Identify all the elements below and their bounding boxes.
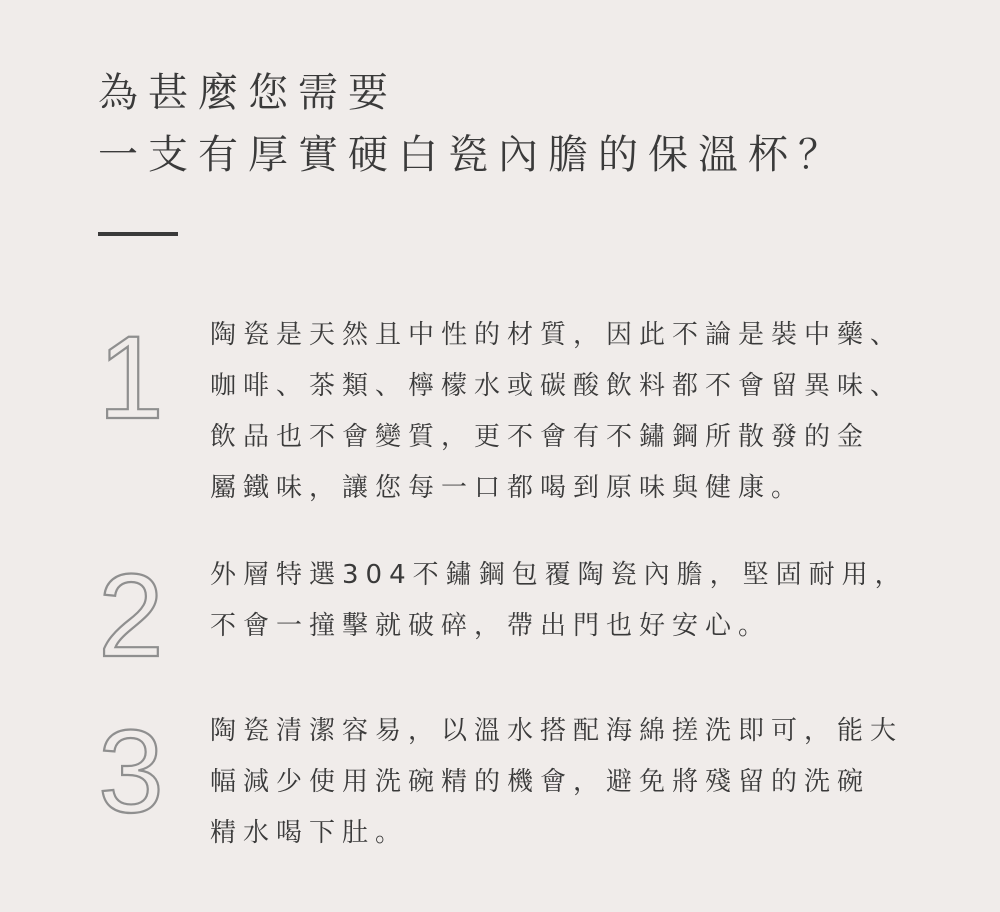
item-2-line-2: 不會一撞擊就破碎，帶出門也好安心。 xyxy=(210,611,772,641)
item-3-line-2: 幅減少使用洗碗精的機會，避免將殘留的洗碗 xyxy=(210,767,871,797)
item-1-line-2: 咖啡、茶類、檸檬水或碳酸飲料都不會留異味、 xyxy=(210,371,904,401)
heading-line-1: 為甚麼您需要 xyxy=(98,70,398,116)
heading xyxy=(98,62,958,186)
item-3-line-3: 精水喝下肚。 xyxy=(210,818,409,848)
item-3-line-1: 陶瓷清潔容易，以溫水搭配海綿搓洗即可，能大 xyxy=(210,716,904,746)
numeral-2-text: 2 xyxy=(98,556,164,666)
numeral-3-text: 3 xyxy=(98,712,164,822)
heading-line-2: 一支有厚實硬白瓷內膽的保溫杯？ xyxy=(98,132,848,178)
numeral-1 xyxy=(96,318,166,428)
item-3-text xyxy=(210,706,910,859)
numeral-2 xyxy=(96,556,166,666)
item-1-line-4: 屬鐵味，讓您每一口都喝到原味與健康。 xyxy=(210,473,805,503)
item-1-line-3: 飲品也不會變質，更不會有不鏽鋼所散發的金 xyxy=(210,422,871,452)
item-2-text xyxy=(210,550,910,652)
numeral-3 xyxy=(96,712,166,822)
numeral-1-text: 1 xyxy=(98,318,164,428)
item-1-line-1: 陶瓷是天然且中性的材質，因此不論是裝中藥、 xyxy=(210,320,904,350)
item-1-text xyxy=(210,310,910,514)
heading-divider xyxy=(98,232,178,236)
item-2-line-1: 外層特選304不鏽鋼包覆陶瓷內膽，堅固耐用， xyxy=(210,560,908,590)
